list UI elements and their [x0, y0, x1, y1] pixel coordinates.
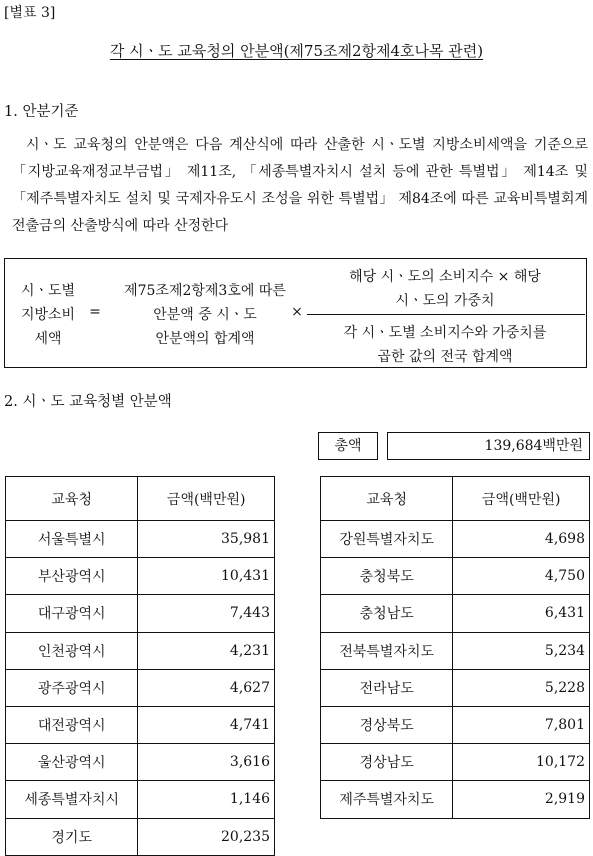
formula-middle-term	[115, 279, 295, 351]
section2-heading: 2. 시ㆍ도 교육청별 안분액	[4, 394, 172, 410]
table-row	[6, 558, 275, 595]
header-office: 교육청	[321, 477, 453, 521]
formula-numerator-line: 해당 시ㆍ도의 소비지수 × 해당	[349, 269, 541, 285]
office-name-cell: 전라남도	[321, 669, 453, 706]
amount-cell: 10,431	[138, 558, 275, 595]
office-name-cell: 경상북도	[321, 706, 453, 743]
formula-left-term	[5, 279, 91, 351]
header-amount: 금액(백만원)	[453, 477, 590, 521]
amount-cell: 5,234	[453, 632, 590, 669]
amount-cell: 7,443	[138, 595, 275, 632]
formula-numerator	[307, 265, 583, 313]
office-name-cell: 서울특별시	[6, 521, 138, 558]
formula-denominator-line: 곱한 값의 전국 합계액	[377, 349, 513, 365]
total-label: 총액	[318, 432, 378, 460]
formula-times: ×	[291, 304, 303, 320]
appendix-label: [별표 3]	[4, 5, 56, 21]
formula-denominator-line: 각 시ㆍ도별 소비지수와 가중치를	[343, 325, 547, 341]
formula-mid-line: 제75조제2항제3호에 따른	[124, 283, 286, 299]
left-table-body	[6, 521, 275, 856]
table-row	[321, 744, 590, 781]
office-name-cell: 강원특별자치도	[321, 521, 453, 558]
amount-cell: 20,235	[138, 818, 275, 855]
amount-cell: 4,231	[138, 632, 275, 669]
table-row	[321, 781, 590, 818]
formula-mid-line: 안분액 중 시ㆍ도	[153, 307, 257, 323]
formula-left-line: 시ㆍ도별	[20, 283, 76, 299]
office-name-cell: 전북특별자치도	[321, 632, 453, 669]
formula-left-line: 세액	[34, 331, 62, 347]
office-name-cell: 광주광역시	[6, 669, 138, 706]
section1-heading: 1. 안분기준	[4, 104, 79, 120]
table-row	[6, 595, 275, 632]
table-header-row	[6, 477, 275, 521]
office-name-cell: 대구광역시	[6, 595, 138, 632]
amount-cell: 1,146	[138, 781, 275, 818]
amount-cell: 4,627	[138, 669, 275, 706]
document-title: 각 시ㆍ도 교육청의 안분액(제75조제2항제4호나목 관련)	[109, 42, 484, 60]
table-row	[321, 558, 590, 595]
formula-numerator-line: 시ㆍ도의 가중치	[395, 293, 495, 309]
office-name-cell: 경상남도	[321, 744, 453, 781]
office-name-cell: 제주특별자치도	[321, 781, 453, 818]
office-name-cell: 인천광역시	[6, 632, 138, 669]
office-name-cell: 부산광역시	[6, 558, 138, 595]
office-name-cell: 충청북도	[321, 558, 453, 595]
office-name-cell: 세종특별자치시	[6, 781, 138, 818]
amount-cell: 4,750	[453, 558, 590, 595]
header-office: 교육청	[6, 477, 138, 521]
table-row	[321, 706, 590, 743]
table-row	[321, 632, 590, 669]
table-row	[6, 744, 275, 781]
amount-cell: 3,616	[138, 744, 275, 781]
section1-paragraph: 시ㆍ도 교육청의 안분액은 다음 계산식에 따라 산출한 시ㆍ도별 지방소비세액을 기준으로 「지방교육재정교부금법」 제11조, 「세종특별자치시 설치 등에 관한 특별법」 제14조 및 「제주특별자치도 설치 및 국제자유도시 조성을 위한 특별법」 제84조에 따른 교육비특별회계 전출금의 산출방식에 따라 산정한다	[12, 137, 588, 234]
total-value: 139,684백만원	[387, 432, 590, 460]
amount-cell: 4,741	[138, 706, 275, 743]
allocation-table-right	[320, 476, 590, 819]
fraction-bar	[307, 314, 585, 315]
header-amount: 금액(백만원)	[138, 477, 275, 521]
office-name-cell: 울산광역시	[6, 744, 138, 781]
right-table-body	[321, 521, 590, 819]
amount-cell: 10,172	[453, 744, 590, 781]
formula-denominator	[307, 321, 583, 369]
amount-cell: 4,698	[453, 521, 590, 558]
table-row	[6, 669, 275, 706]
table-row	[321, 521, 590, 558]
table-row	[6, 706, 275, 743]
table-row	[321, 669, 590, 706]
table-header-row	[321, 477, 590, 521]
allocation-table-left	[5, 476, 275, 856]
formula-equals: =	[89, 304, 101, 320]
office-name-cell: 대전광역시	[6, 706, 138, 743]
table-row	[6, 781, 275, 818]
table-row	[6, 632, 275, 669]
office-name-cell: 충청남도	[321, 595, 453, 632]
amount-cell: 7,801	[453, 706, 590, 743]
table-row	[6, 521, 275, 558]
amount-cell: 5,228	[453, 669, 590, 706]
amount-cell: 6,431	[453, 595, 590, 632]
office-name-cell: 경기도	[6, 818, 138, 855]
amount-cell: 2,919	[453, 781, 590, 818]
formula-box	[4, 258, 587, 368]
amount-cell: 35,981	[138, 521, 275, 558]
table-row	[321, 595, 590, 632]
formula-mid-line: 안분액의 합계액	[155, 331, 255, 347]
formula-left-line: 지방소비	[20, 307, 76, 323]
